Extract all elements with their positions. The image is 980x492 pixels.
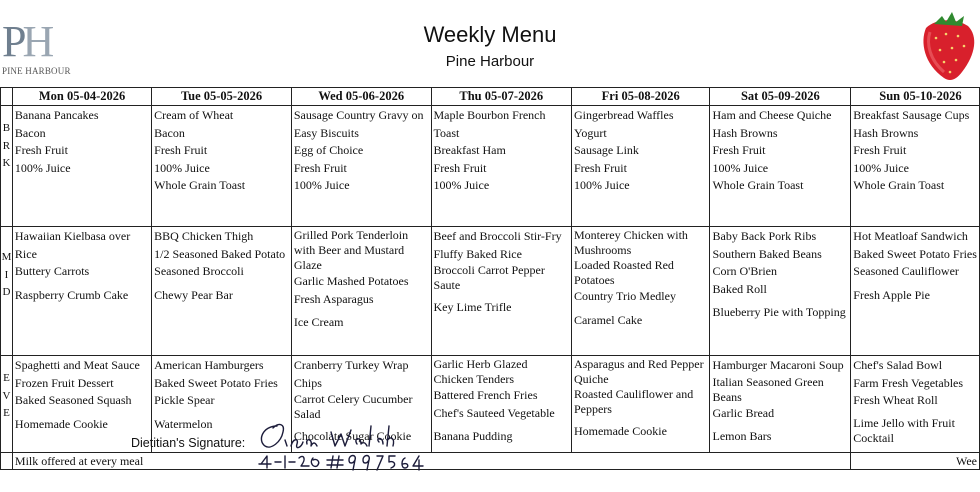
menu-cell [12,227,151,356]
menu-item: Frozen Fruit Dessert [14,375,114,390]
menu-item: Sausage Country Gravy on Easy Biscuits [293,108,424,140]
menu-item: Fresh Fruit [154,143,208,157]
day-header: Thu 05-07-2026 [431,88,571,106]
menu-item: Key Lime Trifle [433,300,512,314]
menu-item: Farm Fresh Vegetables [853,375,964,390]
menu-item: 100% Juice [573,178,630,192]
menu-item: Egg of Choice [293,143,364,157]
menu-item: Whole Grain Toast [853,178,945,192]
lunch-label: M I D [1,227,13,356]
menu-item: Beef and Broccoli Stir-Fry [433,229,562,243]
menu-item: 100% Juice [853,160,909,175]
menu-item: Monterey Chicken with Mushrooms [573,228,688,257]
menu-item: Baby Back Pork Ribs [712,229,817,243]
milk-note: Milk offered at every meal [12,453,850,470]
notes-right: Wee [851,453,980,470]
menu-item: Baked Seasoned Squash [14,393,132,407]
menu-item: Country Trio Medley [573,289,676,303]
weekly-menu-table [0,87,980,470]
menu-item: Fresh Fruit [14,143,68,157]
menu-item: BBQ Chicken Thigh [154,229,254,243]
menu-item: Garlic Herb Glazed Chicken Tenders [433,357,528,386]
page-title: Weekly Menu [423,22,557,47]
menu-item: Maple Bourbon French Toast [433,108,546,140]
day-header: Mon 05-04-2026 [12,88,151,106]
menu-item: Fresh Fruit [433,160,487,175]
menu-item: Hawaiian Kielbasa over Rice [14,229,131,261]
menu-item: Hot Meatloaf Sandwich [853,229,968,243]
corner-cell [1,88,13,106]
menu-item: Hamburger Macaroni Soup [712,358,844,372]
menu-item: Garlic Mashed Potatoes [293,274,409,288]
notes-corner [1,453,13,470]
menu-cell [12,106,151,227]
menu-cell [431,227,571,356]
menu-item: Chef's Salad Bowl [853,358,943,372]
menu-item: Corn O'Brien [712,264,777,278]
menu-item: Baked Sweet Potato Fries [853,246,977,261]
menu-item: Seasoned Cauliflower [853,264,959,278]
menu-item: 100% Juice [154,160,210,175]
menu-item: Whole Grain Toast [712,178,804,192]
menu-cell [710,356,851,453]
menu-item: Cranberry Turkey Wrap [293,358,409,372]
menu-cell [851,106,980,227]
menu-item: Pickle Spear [154,393,215,407]
menu-item: Ham and Cheese Quiche [712,108,832,122]
menu-item: Garlic Bread [712,405,775,420]
menu-item: Watermelon [154,416,213,431]
menu-item: Sausage Link [573,143,639,157]
menu-item: Chewy Pear Bar [154,287,233,302]
menu-item: Breakfast Ham [433,143,506,157]
notes-row [1,453,980,470]
menu-item: 100% Juice [293,178,350,192]
menu-item: Fresh Fruit [853,143,907,157]
menu-item: 100% Juice [433,178,490,192]
menu-item: Caramel Cake [573,312,643,327]
menu-item: 1/2 Seasoned Baked Potato [154,246,286,261]
menu-item: Seasoned Broccoli [154,264,244,278]
menu-cell [431,106,571,227]
menu-cell [710,106,851,227]
menu-item: Fresh Apple Pie [853,287,930,302]
menu-item: Southern Baked Beans [712,246,822,261]
menu-cell [571,106,710,227]
lunch-row [1,227,980,356]
day-header-row [1,88,980,106]
menu-item: Hash Browns [853,125,919,140]
menu-cell [152,227,292,356]
menu-item: Bacon [14,125,46,140]
menu-item: Yogurt [573,125,607,140]
day-header: Tue 05-05-2026 [152,88,292,106]
menu-item: Blueberry Pie with Topping [712,305,846,319]
menu-item: Baked Roll [712,281,767,296]
menu-item: Raspberry Crumb Cake [14,287,129,302]
menu-cell [851,356,980,453]
menu-item: Ice Cream [293,315,344,329]
menu-item: Lemon Bars [712,429,772,443]
menu-item: Loaded Roasted Red Potatoes [573,258,674,287]
breakfast-row [1,106,980,227]
menu-item: Lime Jello with Fruit Cocktail [853,415,955,445]
menu-item: Buttery Carrots [14,264,90,278]
menu-cell [710,227,851,356]
menu-item: Chips [293,375,322,390]
menu-item: Broccoli Carrot Pepper Saute [433,263,545,292]
menu-cell [291,227,431,356]
menu-item: Fresh Fruit [712,143,766,157]
breakfast-label: B R K [1,106,13,227]
menu-item: Homemade Cookie [573,424,667,438]
menu-item: Fresh Fruit [293,160,347,175]
logo-text: PINE HARBOUR [2,66,71,76]
day-header: Fri 05-08-2026 [571,88,710,106]
menu-cell [291,106,431,227]
menu-cell [571,356,710,453]
menu-item: Italian Seasoned Green Beans [712,374,824,404]
menu-item: Spaghetti and Meat Sauce [14,358,140,372]
strawberry-icon [916,6,980,82]
menu-item: Cream of Wheat [154,108,234,122]
menu-item: Gingerbread Waffles [573,108,674,122]
menu-cell [152,106,292,227]
menu-item: Carrot Celery Cucumber Salad [293,392,413,421]
dietitian-signature [255,420,435,476]
menu-item: Bacon [154,125,185,140]
menu-item: Fresh Wheat Roll [853,393,938,407]
menu-item: Fresh Fruit [573,160,627,175]
menu-item: 100% Juice [712,160,769,175]
menu-item: Fluffy Baked Rice [433,246,522,261]
menu-item: Chocolate Sugar Cookie [293,429,412,443]
menu-item: Roasted Cauliflower and Peppers [573,387,694,416]
menu-item: Baked Sweet Potato Fries [154,375,278,390]
day-header: Wed 05-06-2026 [291,88,431,106]
menu-item: Whole Grain Toast [154,178,246,192]
menu-item: Banana Pancakes [14,108,99,122]
menu-item: Grilled Pork Tenderloin with Beer and Mustard Glaze [293,228,409,272]
menu-cell [571,227,710,356]
page-subtitle: Pine Harbour [445,53,535,70]
day-header: Sun 05-10-2026 [851,88,980,106]
menu-item: 100% Juice [14,160,71,175]
day-header: Sat 05-09-2026 [710,88,851,106]
menu-item: Hash Browns [712,125,778,140]
dinner-label: E V E [1,356,13,453]
logo-mark: PH [2,17,49,66]
signature-label: Dietitian's Signature: [131,436,246,450]
menu-cell [851,227,980,356]
menu-item: Chef's Sauteed Vegetable [433,405,555,420]
menu-item: Banana Pudding [433,429,513,443]
menu-item: Battered French Fries [433,388,538,402]
menu-item: Fresh Asparagus [293,291,374,306]
menu-item: Homemade Cookie [14,416,108,431]
menu-item: American Hamburgers [154,358,264,372]
menu-item: Breakfast Sausage Cups [853,108,970,122]
menu-cell [431,356,571,453]
menu-item: Asparagus and Red Pepper Quiche [573,357,704,386]
